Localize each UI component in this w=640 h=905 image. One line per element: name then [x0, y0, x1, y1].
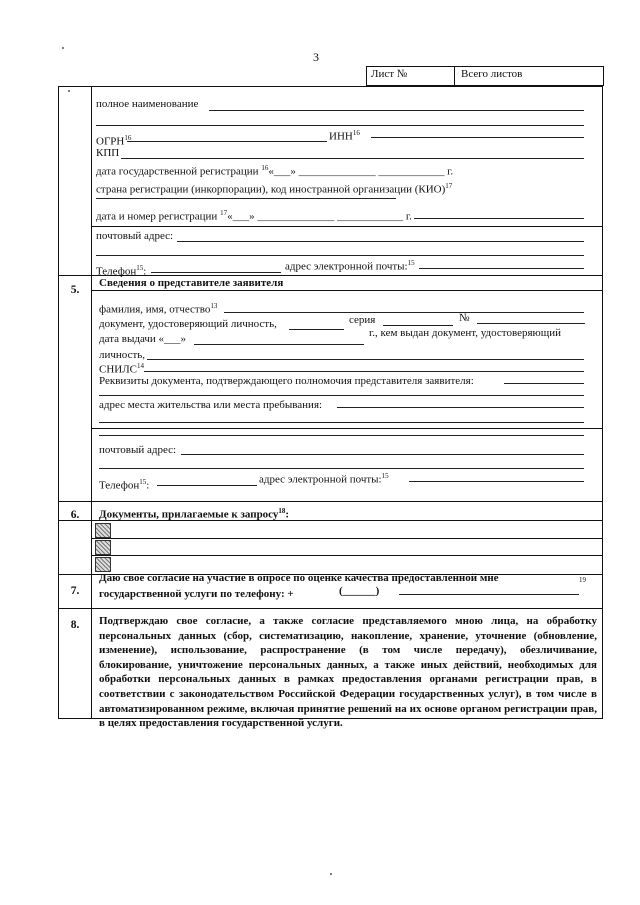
postal-address-field[interactable] — [181, 454, 584, 455]
sheet-number-label: Лист № — [367, 67, 455, 85]
email-field[interactable] — [419, 268, 584, 269]
snils-field[interactable] — [144, 371, 584, 372]
postal-address-label: почтовый адрес: — [96, 230, 174, 242]
identity-document-label: документ, удостоверяющий личность, — [99, 318, 277, 330]
issue-date-field[interactable] — [194, 344, 364, 345]
phone-code-field[interactable]: (______) — [339, 585, 380, 597]
personal-data-consent-text: Подтверждаю свое согласие, а также согласие представляемого мною лица, на обработку персональных данных (сбор, систематизацию, накопление, хранение, уточнение (обновление, изменение), использование, распространение (в том числе передачу), обезличивание, блокирование, уничтожение персональных данных, а также иных действий, необходимых для обработки персональных данных в рамках предоставления органами регистрации прав, в соответствии с законодательством Российской Федерации государственных услуг), в том числе в автоматизированном режиме, включая принятие решений на их основе органом регистрации прав, в целях предоставления государственной услуги. — [99, 615, 597, 730]
row-divider — [91, 226, 602, 227]
page-number: 3 — [313, 50, 319, 64]
issued-by-field[interactable] — [147, 359, 584, 360]
ogrn-label: ОГРН$^{16}$ — [96, 134, 132, 148]
section-7-number: 7. — [70, 585, 80, 597]
number-column-divider — [91, 87, 92, 718]
email-label: адрес электронной почты:$^{15}$ — [259, 472, 389, 486]
inn-label: ИНН$^{16}$ — [329, 129, 360, 143]
inn-field[interactable] — [371, 137, 584, 138]
section-5-title: Сведения о представителе заявителя — [99, 277, 284, 289]
row-divider — [91, 428, 602, 429]
section-divider — [59, 275, 602, 276]
document-number-field[interactable] — [477, 323, 585, 324]
registration-number-field[interactable] — [414, 218, 584, 219]
kpp-field[interactable] — [121, 158, 584, 159]
phone-label: Телефон$^{15}$: — [96, 264, 147, 278]
scan-speck — [68, 90, 70, 92]
row-divider — [91, 538, 602, 539]
fio-label: фамилия, имя, отчество$^{13}$ — [99, 302, 218, 316]
full-name-label: полное наименование — [96, 98, 199, 110]
residence-address-label: адрес места жительства или места пребывания: — [99, 399, 323, 411]
email-label: адрес электронной почты:$^{15}$ — [285, 259, 415, 273]
authority-document-field-2[interactable] — [99, 395, 584, 396]
consent-survey-line-2: государственной услуги по телефону: + — [99, 588, 294, 600]
total-sheets-label: Всего листов — [461, 68, 523, 80]
consent-survey-line-1: Даю свое согласие на участие в опросе по оценке качества предоставленной мне — [99, 572, 499, 584]
phone-field[interactable] — [157, 485, 257, 486]
row-divider — [91, 555, 602, 556]
registration-country-label: страна регистрации (инкорпорации), код иностранной организации (КИО)$^{17}$ — [96, 182, 453, 196]
section-divider — [59, 520, 602, 521]
consent-survey-footnote: 19 — [579, 576, 586, 584]
phone-field[interactable] — [151, 272, 281, 273]
postal-address-field[interactable] — [177, 241, 584, 242]
scan-speck — [62, 47, 64, 49]
scan-speck — [330, 873, 332, 875]
section-divider — [59, 501, 602, 502]
identity-document-field[interactable] — [289, 329, 344, 330]
series-label: серия — [349, 314, 376, 326]
phone-label: Телефон$^{15}$: — [99, 478, 150, 492]
residence-address-field-3[interactable] — [99, 435, 584, 436]
section-6-title: Документы, прилагаемые к запросу$^{18}$: — [99, 507, 290, 521]
application-form — [58, 86, 603, 730]
state-registration-date-label: дата государственной регистрации $^{16}$«___» ______________ ____________ г. — [96, 164, 454, 178]
postal-address-label: почтовый адрес: — [99, 444, 177, 456]
residence-address-field[interactable] — [337, 407, 584, 408]
fio-field[interactable] — [224, 312, 584, 313]
full-name-field[interactable] — [209, 110, 584, 111]
survey-phone-field[interactable] — [399, 594, 579, 595]
section-8-number: 8. — [70, 619, 80, 631]
row-divider — [91, 290, 602, 291]
email-field[interactable] — [409, 481, 584, 482]
authority-document-label: Реквизиты документа, подтверждающего полномочия представителя заявителя: — [99, 375, 474, 387]
residence-address-field-2[interactable] — [99, 422, 584, 423]
issued-by-label: г., кем выдан документ, удостоверяющий — [369, 327, 561, 339]
authority-document-field[interactable] — [504, 383, 584, 384]
document-checkbox-1[interactable] — [95, 523, 111, 538]
registration-country-field[interactable] — [96, 198, 396, 199]
kpp-label: КПП — [96, 147, 120, 159]
personality-label: личность, — [99, 349, 146, 361]
section-6-number: 6. — [70, 509, 80, 521]
issue-date-label: дата выдачи «___» — [99, 333, 187, 345]
registration-date-number-label: дата и номер регистрации $^{17}$«___» ______________ ____________ г. — [96, 209, 412, 223]
series-field[interactable] — [383, 325, 453, 326]
full-name-field-2[interactable] — [96, 125, 584, 126]
document-checkbox-3[interactable] — [95, 557, 111, 572]
postal-address-field-2[interactable] — [99, 468, 584, 469]
ogrn-field[interactable] — [127, 141, 327, 142]
section-5-number: 5. — [70, 284, 80, 296]
section-divider — [59, 608, 602, 609]
sheet-header — [366, 66, 604, 86]
document-number-label: № — [459, 312, 470, 324]
document-checkbox-2[interactable] — [95, 540, 111, 555]
snils-label: СНИЛС$^{14}$ — [99, 362, 145, 376]
postal-address-field-2[interactable] — [96, 255, 584, 256]
